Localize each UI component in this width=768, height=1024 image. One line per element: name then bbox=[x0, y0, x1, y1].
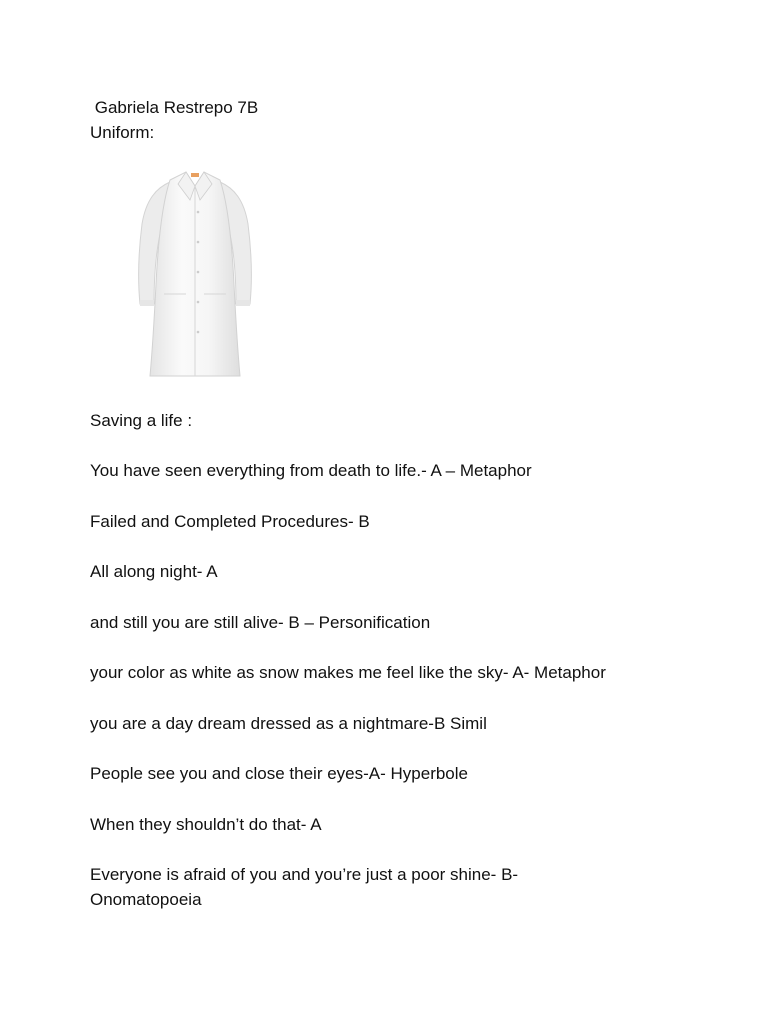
uniform-label: Uniform: bbox=[90, 123, 155, 142]
poem-line: When they shouldn’t do that- A bbox=[90, 814, 322, 834]
poem-line: You have seen everything from death to life.- A – Metaphor bbox=[90, 461, 532, 480]
author-line: Gabriela Restrepo 7B bbox=[90, 98, 259, 117]
poem-lines bbox=[90, 458, 730, 938]
poem-line: All along night- A bbox=[90, 562, 218, 581]
poem-line: Failed and Completed Procedures- B bbox=[90, 511, 370, 531]
section-title: Saving a life : bbox=[90, 411, 193, 430]
poem-line: People see you and close their eyes-A- Hyperbole bbox=[90, 764, 468, 783]
poem-line: Everyone is afraid of you and you’re just a poor shine- B- Onomatopoeia bbox=[90, 865, 519, 909]
poem-line: and still you are still alive- B – Personification bbox=[90, 612, 431, 632]
lab-coat-icon bbox=[130, 164, 260, 384]
poem-line: your color as white as snow makes me feel like the sky- A- Metaphor bbox=[90, 663, 606, 682]
poem-line: you are a day dream dressed as a nightmare-B Simil bbox=[90, 713, 487, 733]
